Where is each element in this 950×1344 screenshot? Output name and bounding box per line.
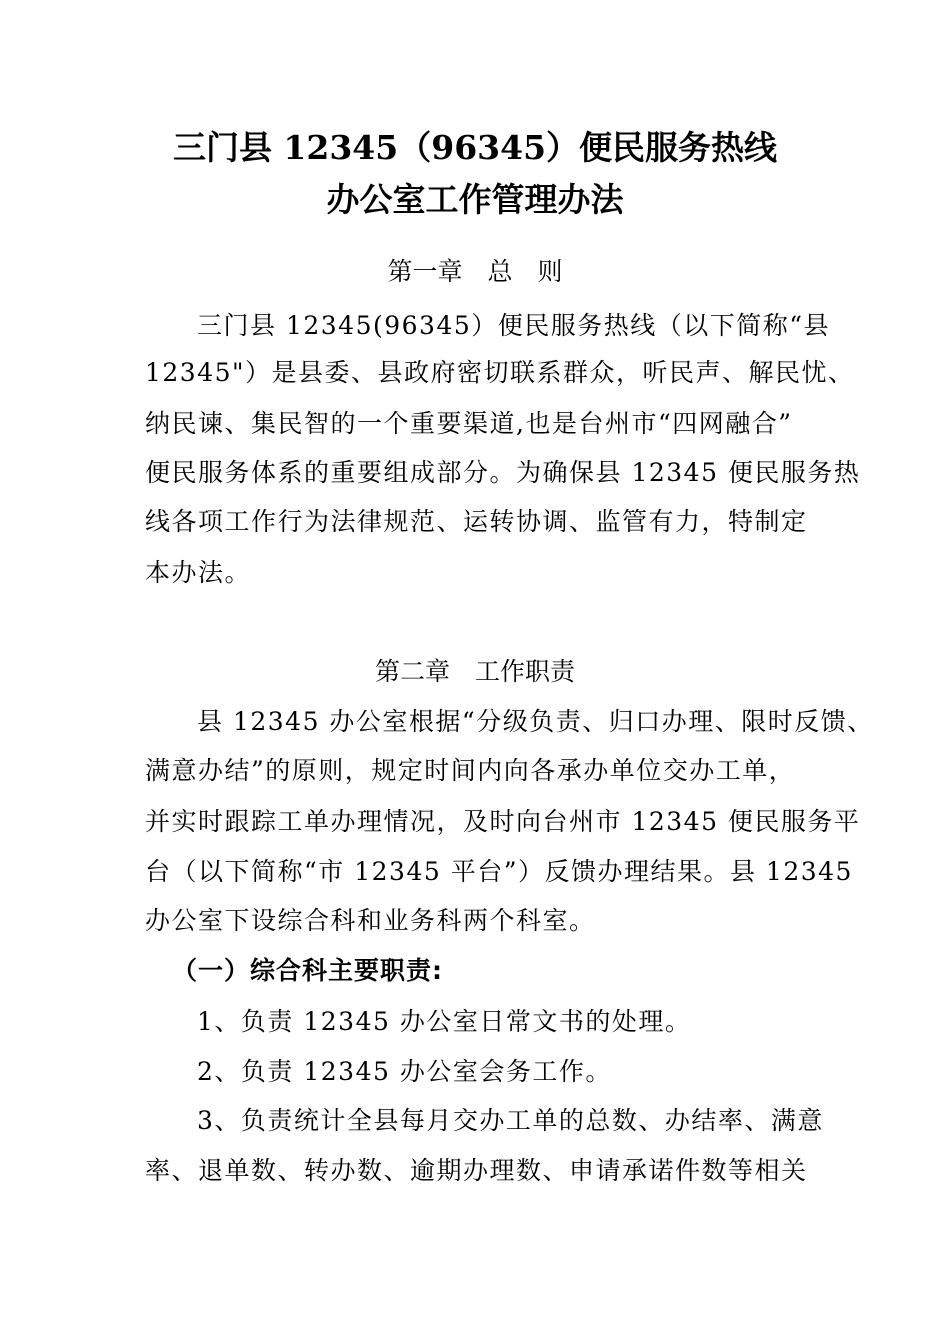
chapter-1-paragraph-line: 便民服务体系的重要组成部分。为确保县 12345 便民服务热 xyxy=(145,458,861,487)
chapter-2-heading: 第二章 工作职责 xyxy=(374,657,575,686)
chapter-1-paragraph-line: 纳民谏、集民智的一个重要渠道,也是台州市“四网融合” xyxy=(145,409,793,438)
chapter-2-paragraph-line: 台（以下简称“市 12345 平台”）反馈办理结果。县 12345 xyxy=(145,857,853,886)
chapter-2-paragraph-line: 满意办结”的原则，规定时间内向各承办单位交办工单， xyxy=(145,756,796,785)
duty-list-item-continuation: 率、退单数、转办数、逾期办理数、申请承诺件数等相关 xyxy=(145,1156,808,1185)
section-heading-general-office: （一）综合科主要职责: xyxy=(172,956,443,985)
chapter-2-paragraph-line: 并实时跟踪工单办理情况，及时向台州市 12345 便民服务平 xyxy=(145,807,861,836)
document-title-line-2: 办公室工作管理办法 xyxy=(326,180,624,219)
chapter-1-paragraph-line: 三门县 12345(96345）便民服务热线（以下简称“县 xyxy=(197,311,831,340)
chapter-1-paragraph-line: 本办法。 xyxy=(145,558,252,587)
duty-list-item: 2、负责 12345 办公室会务工作。 xyxy=(197,1057,612,1086)
duty-list-item: 3、负责统计全县每月交办工单的总数、办结率、满意 xyxy=(197,1106,824,1135)
chapter-1-heading: 第一章 总 则 xyxy=(387,257,563,286)
document-title-line-1: 三门县 12345（96345）便民服务热线 xyxy=(172,128,778,167)
chapter-1-paragraph-line: 线各项工作行为法律规范、运转协调、监管有力，特制定 xyxy=(145,507,808,536)
duty-list-item: 1、负责 12345 办公室日常文书的处理。 xyxy=(197,1007,692,1036)
chapter-2-paragraph-line: 县 12345 办公室根据“分级负责、归口办理、限时反馈、 xyxy=(197,707,874,736)
chapter-2-paragraph-line: 办公室下设综合科和业务科两个科室。 xyxy=(145,906,596,935)
chapter-1-paragraph-line: 12345"）是县委、县政府密切联系群众，听民声、解民忧、 xyxy=(145,358,855,387)
